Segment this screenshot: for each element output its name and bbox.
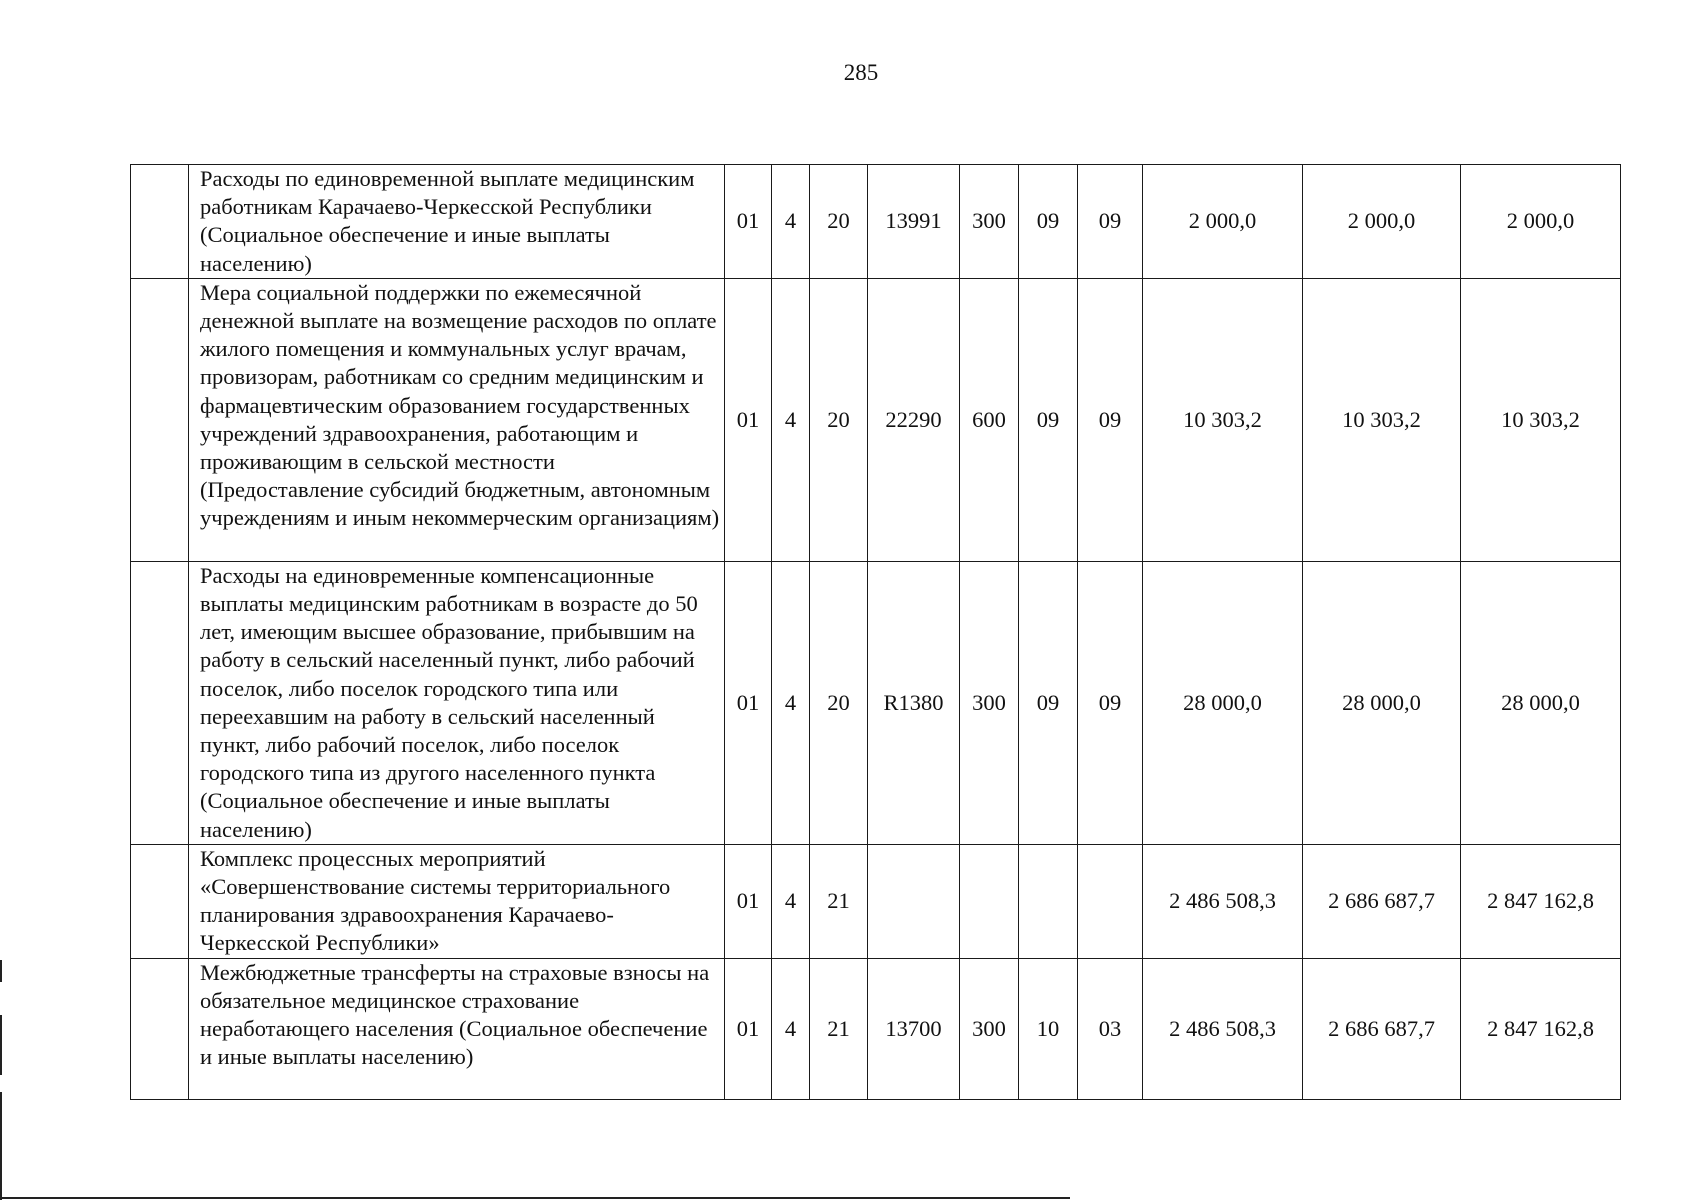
amount-cell: 10 303,2: [1461, 278, 1621, 561]
page-number: 285: [843, 60, 879, 85]
code-cell: 09: [1078, 278, 1143, 561]
row-index-cell: [131, 958, 189, 1099]
code-cell: 4: [772, 958, 810, 1099]
table-row: [131, 958, 1621, 1099]
code-cell: 300: [960, 561, 1019, 844]
code-cell: 300: [960, 958, 1019, 1099]
margin-line: [0, 1015, 2, 1075]
code-cell: 600: [960, 278, 1019, 561]
code-cell: 09: [1019, 165, 1078, 279]
amount-cell: 28 000,0: [1303, 561, 1461, 844]
code-cell: [960, 844, 1019, 958]
amount-cell: 2 486 508,3: [1143, 958, 1303, 1099]
table-row: [131, 561, 1621, 844]
code-cell: 4: [772, 165, 810, 279]
code-cell: [1019, 844, 1078, 958]
margin-line: [0, 1197, 1070, 1199]
code-cell: [1078, 844, 1143, 958]
code-cell: 09: [1019, 278, 1078, 561]
code-cell: 01: [725, 844, 772, 958]
code-cell: 01: [725, 165, 772, 279]
code-cell: 01: [725, 561, 772, 844]
code-cell: 10: [1019, 958, 1078, 1099]
row-index-cell: [131, 278, 189, 561]
budget-table: [130, 164, 1621, 1100]
row-description: Расходы по единовременной выплате медицинским работникам Карачаево-Черкесской Республики (Социальное обеспечение и иные выплаты населению): [189, 165, 725, 279]
code-cell: 22290: [868, 278, 960, 561]
margin-line: [0, 1092, 2, 1200]
code-cell: 4: [772, 844, 810, 958]
code-cell: 09: [1078, 561, 1143, 844]
amount-cell: 2 486 508,3: [1143, 844, 1303, 958]
row-index-cell: [131, 561, 189, 844]
amount-cell: 28 000,0: [1143, 561, 1303, 844]
code-cell: 20: [810, 561, 868, 844]
code-cell: 4: [772, 561, 810, 844]
table-row: [131, 278, 1621, 561]
code-cell: 20: [810, 165, 868, 279]
code-cell: 300: [960, 165, 1019, 279]
amount-cell: 2 000,0: [1303, 165, 1461, 279]
code-cell: 09: [1019, 561, 1078, 844]
row-description: Мера социальной поддержки по ежемесячной денежной выплате на возмещение расходов по оплате жилого помещения и коммунальных услуг врачам, провизорам, работникам со средним медицинским и фармацевтическим образованием государственных учреждений здравоохранения, работающим и проживающим в сельской местности (Предоставление субсидий бюджетным, автономным учреждениям и иным некоммерческим организациям): [189, 278, 725, 561]
row-index-cell: [131, 844, 189, 958]
row-description: Комплекс процессных мероприятий «Совершенствование системы территориального планирования здравоохранения Карачаево-Черкесской Республики»: [189, 844, 725, 958]
row-index-cell: [131, 165, 189, 279]
table-row: [131, 165, 1621, 279]
code-cell: 09: [1078, 165, 1143, 279]
table-row: [131, 844, 1621, 958]
amount-cell: 28 000,0: [1461, 561, 1621, 844]
amount-cell: 2 847 162,8: [1461, 844, 1621, 958]
code-cell: 20: [810, 278, 868, 561]
margin-line: [0, 960, 2, 982]
code-cell: 13991: [868, 165, 960, 279]
amount-cell: 2 847 162,8: [1461, 958, 1621, 1099]
amount-cell: 10 303,2: [1303, 278, 1461, 561]
code-cell: 4: [772, 278, 810, 561]
code-cell: 21: [810, 844, 868, 958]
amount-cell: 2 000,0: [1143, 165, 1303, 279]
code-cell: 01: [725, 958, 772, 1099]
code-cell: R1380: [868, 561, 960, 844]
amount-cell: 2 686 687,7: [1303, 958, 1461, 1099]
code-cell: 13700: [868, 958, 960, 1099]
code-cell: 03: [1078, 958, 1143, 1099]
row-description: Расходы на единовременные компенсационные выплаты медицинским работникам в возрасте до 50 лет, имеющим высшее образование, прибывшим на работу в сельский населенный пункт, либо рабочий поселок, либо поселок городского типа или переехавшим на работу в сельский населенный пункт, либо рабочий поселок, либо поселок городского типа из другого населенного пункта (Социальное обеспечение и иные выплаты населению): [189, 561, 725, 844]
amount-cell: 2 686 687,7: [1303, 844, 1461, 958]
row-description: Межбюджетные трансферты на страховые взносы на обязательное медицинское страхование неработающего населения (Социальное обеспечение и иные выплаты населению): [189, 958, 725, 1099]
code-cell: 21: [810, 958, 868, 1099]
code-cell: [868, 844, 960, 958]
amount-cell: 2 000,0: [1461, 165, 1621, 279]
code-cell: 01: [725, 278, 772, 561]
amount-cell: 10 303,2: [1143, 278, 1303, 561]
